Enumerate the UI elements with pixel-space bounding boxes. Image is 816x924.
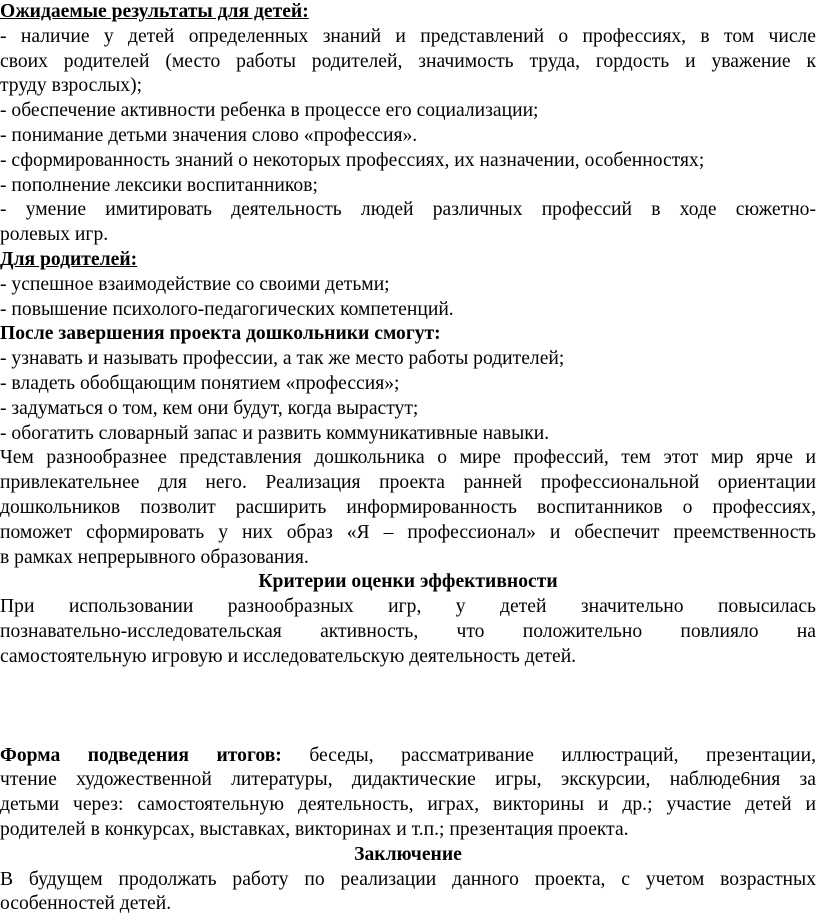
text-line: - задуматься о том, кем они будут, когда вырастут;	[0, 397, 419, 419]
heading-results-for-children: Ожидаемые результаты для детей:	[0, 1, 309, 22]
text-span: беседы, рассматривание иллюстраций, презентации,	[281, 744, 816, 766]
heading-after-project: После завершения проекта дошкольники смогут:	[0, 323, 441, 345]
heading-for-parents: Для родителей:	[0, 248, 138, 270]
text-line: своих родителей (место работы родителей, значимость труда, гордость и уважение к	[0, 50, 816, 72]
text-line: поможет сформировать у них образ «Я – профессионал» и обеспечит преемственность	[0, 521, 816, 543]
heading-summary-form: Форма подведения итогов:	[0, 744, 282, 766]
text-line: В будущем продолжать работу по реализации данного проекта, с учетом возрастных	[0, 868, 816, 890]
text-line: - сформированность знаний о некоторых профессиях, их назначении, особенностях;	[0, 149, 705, 171]
text-line: - наличие у детей определенных знаний и представлений о профессиях, в том числе	[0, 25, 816, 47]
heading-criteria: Критерии оценки эффективности	[258, 571, 558, 593]
text-line: детьми через: самостоятельную деятельность, играх, викторины и др.; участие детей и	[0, 794, 816, 816]
text-line: Чем разнообразнее представления дошкольника о мире профессий, тем этот мир ярче и	[0, 447, 816, 469]
text-line: - успешное взаимодействие со своими детьми;	[0, 273, 390, 295]
text-line: - владеть обобщающим понятием «профессия»;	[0, 372, 400, 394]
text-line: особенностей детей.	[0, 893, 172, 915]
text-line: самостоятельную игровую и исследовательскую деятельность детей.	[0, 645, 577, 667]
text-line: чтение художественной литературы, дидактические игры, экскурсии, наблюде6ния за	[0, 769, 816, 791]
text-line: труду взрослых);	[0, 75, 143, 97]
text-line: При использовании разнообразных игр, у детей значительно повысилась	[0, 596, 816, 618]
text-line: познавательно-исследовательская активность, что положительно повлияло на	[0, 620, 816, 642]
text-line-summary-form	[0, 744, 816, 769]
text-line: - обеспечение активности ребенка в процессе его социализации;	[0, 100, 539, 122]
heading-conclusion: Заключение	[354, 843, 462, 865]
text-line: ролевых игр.	[0, 224, 109, 246]
text-line: родителей в конкурсах, выставках, викторинах и т.п.; презентация проекта.	[0, 818, 629, 840]
vertical-spacer	[0, 670, 816, 744]
text-line: привлекательнее для него. Реализация проекта ранней профессиональной ориентации	[0, 472, 816, 494]
text-line: дошкольников позволит расширить информированность воспитанников о профессиях,	[0, 496, 816, 518]
text-line: - пополнение лексики воспитанников;	[0, 174, 318, 196]
text-line: - понимание детьми значения слово «профессия».	[0, 124, 418, 146]
text-line: - узнавать и называть профессии, а так же место работы родителей;	[0, 348, 565, 370]
text-line: - обогатить словарный запас и развить коммуникативные навыки.	[0, 422, 550, 444]
text-line: в рамках непрерывного образования.	[0, 546, 309, 568]
text-line: - повышение психолого-педагогических компетенций.	[0, 298, 454, 320]
text-line: - умение имитировать деятельность людей различных профессий в ходе сюжетно-	[0, 199, 816, 221]
